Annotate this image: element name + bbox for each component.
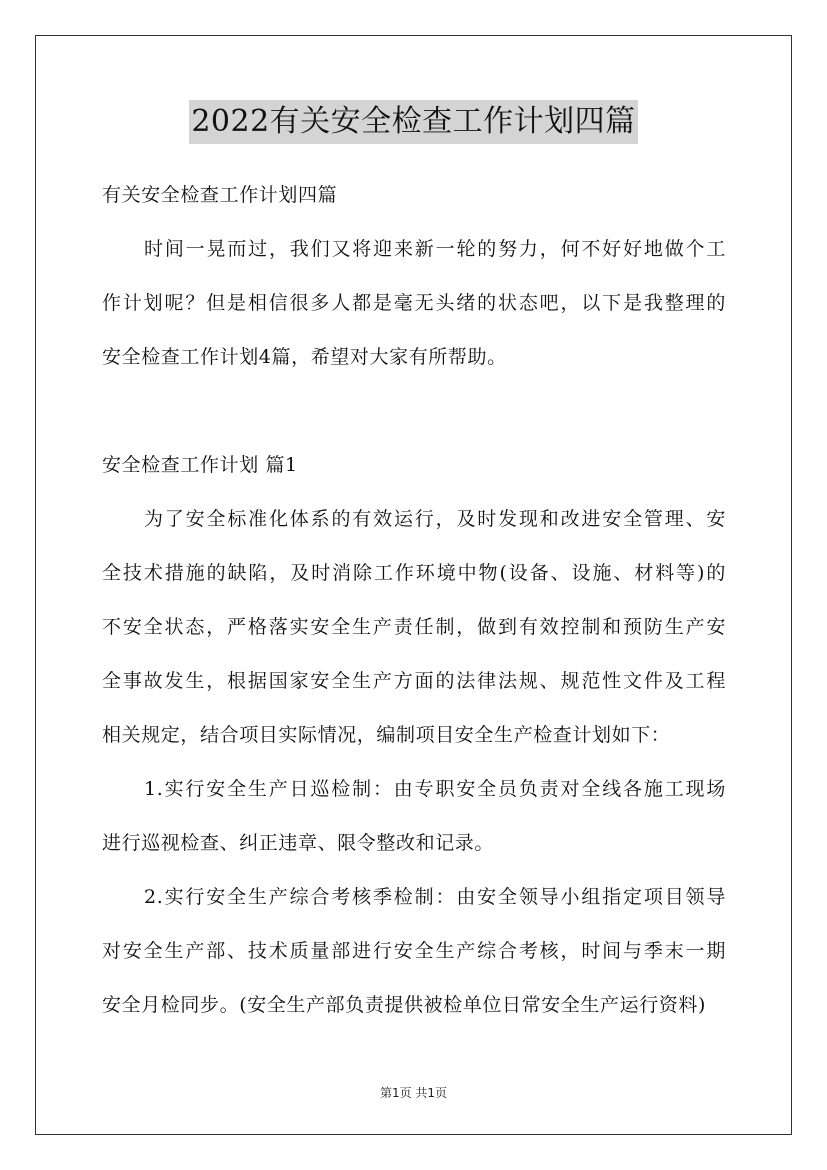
paragraph-line: 安全月检同步。(安全生产部负责提供被检单位日常安全生产运行资料) (102, 994, 707, 1016)
document-body (102, 168, 726, 1032)
paragraph-line: 时间一晃而过，我们又将迎来新一轮的努力，何不好好地做个工 (144, 238, 726, 260)
intro-paragraph (102, 222, 726, 384)
paragraph-line: 2.实行安全生产综合考核季检制：由安全领导小组指定项目领导 (144, 886, 726, 908)
paragraph-line: 安全检查工作计划4篇，希望对大家有所帮助。 (102, 346, 507, 368)
document-subtitle: 有关安全检查工作计划四篇 (102, 184, 338, 206)
blank-line (102, 384, 726, 438)
title-container (0, 100, 827, 144)
list-item-1 (102, 762, 726, 870)
paragraph-line: 1.实行安全生产日巡检制：由专职安全员负责对全线各施工现场 (144, 778, 726, 800)
paragraph-line: 不安全状态，严格落实安全生产责任制，做到有效控制和预防生产安 (102, 616, 726, 638)
paragraph-line: 全技术措施的缺陷，及时消除工作环境中物(设备、设施、材料等)的 (102, 562, 726, 584)
list-item-2 (102, 870, 726, 1032)
document-title: 2022有关安全检查工作计划四篇 (189, 100, 637, 144)
section-heading: 安全检查工作计划 篇1 (102, 454, 298, 476)
paragraph-line: 作计划呢？但是相信很多人都是毫无头绪的状态吧，以下是我整理的 (102, 292, 726, 314)
paragraph-line: 全事故发生，根据国家安全生产方面的法律法规、规范性文件及工程 (102, 670, 726, 692)
paragraph-line: 对安全生产部、技术质量部进行安全生产综合考核，时间与季末一期 (102, 940, 726, 962)
paragraph-line: 相关规定，结合项目实际情况，编制项目安全生产检查计划如下： (102, 724, 671, 746)
paragraph-line: 进行巡视检查、纠正违章、限令整改和记录。 (102, 832, 495, 854)
section-paragraph (102, 492, 726, 762)
paragraph-line: 为了安全标准化体系的有效运行，及时发现和改进安全管理、安 (144, 508, 726, 530)
page-footer: 第1页 共1页 (379, 1086, 448, 1100)
